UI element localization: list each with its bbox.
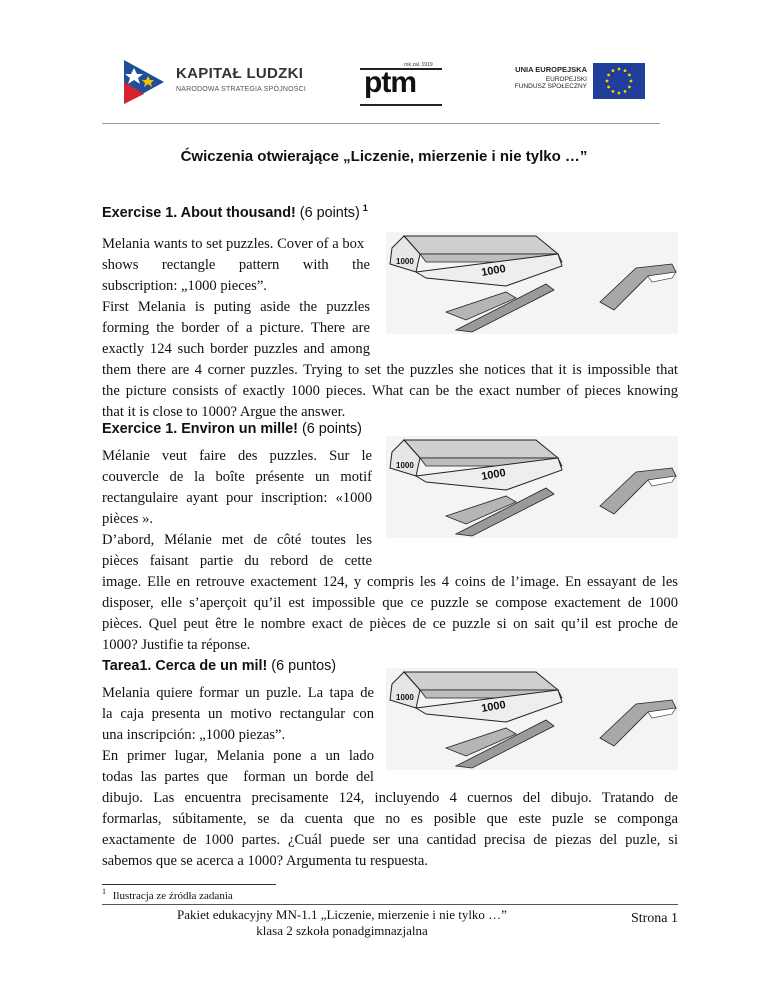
ex3-line: una inscripción: „1000 piezas”. (102, 727, 286, 743)
ex3-line: Melania quiere formar un puzle. La tapa de (102, 685, 374, 701)
ex2-line: D’abord, Mélanie met de côté toutes les (102, 532, 372, 548)
ex2-line: pièces faisant partie du rebord de cette (102, 553, 372, 569)
ex3-line: la caja presenta un motivo rectangular con (102, 706, 374, 722)
exercise-2-heading-points: (6 points) (297, 421, 362, 437)
ex3-line: En primer lugar, Melania pone a un lado (102, 748, 374, 764)
exercise-1-heading-bold: Exercise 1. About thousand! (102, 204, 296, 221)
exercise-1-heading-points: (6 points) (295, 204, 360, 221)
ex1-line: subscription: „1000 pieces”. (102, 278, 267, 294)
ex1-line: exactly 124 such border puzzles and among (102, 341, 370, 357)
ex1-line: forming the border of a picture. There are (102, 320, 370, 336)
ex2-line: disposer, elle s’aperçoit qu’il est impossible que ce puzzle se compose exactement de 1000 (102, 595, 678, 611)
ex3-line: exactamente de 1000 partes. ¿Cuál puede ser una cantidad precisa de piezas del puzle, si (102, 832, 678, 848)
box-label-large: 1000 (480, 262, 507, 279)
kapital-ludzki-logo (120, 52, 335, 112)
ex1-line: shows rectangle pattern with the (102, 257, 370, 273)
exercise-3-heading (102, 658, 336, 674)
ex3-line: dibujo. Las encuentra precisamente 124, incluyendo 4 cuernos del dibujo. Tratando de (102, 790, 678, 806)
ex2-line: Mélanie veut faire des puzzles. Sur le (102, 448, 372, 464)
ex1-line: the picture consists of exactly 1000 pieces. What can be the exact number of pieces knowing (102, 383, 678, 399)
exercise-2-heading-bold: Exercice 1. Environ un mille! (102, 421, 298, 437)
ex3-line: todas las partes que forman un borde del (102, 769, 374, 785)
ex1-line: Melania wants to set puzzles. Cover of a box (102, 236, 365, 252)
exercise-1-heading (102, 203, 368, 221)
ptm-logo (360, 62, 442, 102)
footnote-ref: 1 (362, 203, 368, 213)
footer-line1: Pakiet edukacyjny MN-1.1 „Liczenie, mierzenie i nie tylko …” (177, 907, 507, 922)
ex2-line: image. Elle en retrouve exactement 124, y compris les 4 coins de l’image. En essayant de les (102, 574, 678, 590)
exercise-2-body (102, 446, 678, 656)
ex2-line: couvercle de la boîte présente un motif (102, 469, 372, 485)
ex3-line: formarlas, súbitamente, se da cuenta que no es posible que este puzle se componga (102, 811, 678, 827)
ex2-line: pièces. Quel peut être le nombre exact de pièces de ce puzzle si on sait qu’il est proche de (102, 616, 678, 632)
box-label-small: 1000 (396, 257, 414, 266)
header-rule (102, 123, 660, 124)
ptm-logo-text: ptm (364, 66, 416, 99)
kapital-ludzki-subtitle: NARODOWA STRATEGIA SPÓJNOŚCI (176, 86, 307, 93)
kapital-ludzki-emblem (120, 54, 168, 110)
footnote (102, 887, 233, 902)
ex3-line: sabemos que se acerca a 1000? Argumenta tu respuesta. (102, 853, 428, 869)
ex1-line: them there are 4 corner puzzles. Trying to set the puzzles she notices that it is impossible that (102, 362, 678, 378)
box-label-large: 1000 (480, 466, 507, 483)
box-label-small: 1000 (396, 693, 414, 702)
ex1-line: that it is close to 1000? Argue the answer. (102, 404, 346, 420)
footer-line2: klasa 2 szkoła ponadgimnazjalna (256, 923, 428, 938)
eu-logo (505, 63, 645, 99)
exercise-3-heading-points: (6 puntos) (267, 658, 337, 674)
footer-center (102, 907, 582, 939)
box-label-large: 1000 (480, 698, 507, 715)
exercise-3-heading-bold: Tarea1. Cerca de un mil! (102, 658, 268, 674)
exercise-1-body (102, 234, 678, 423)
exercise-3-body (102, 683, 678, 872)
ex2-line: rectangulaire ayant pour inscription: «1000 (102, 490, 372, 506)
footer-rule (102, 904, 678, 905)
eu-line1: UNIA EUROPEJSKA (515, 65, 587, 74)
ptm-logo-small: rok zał. 1919 (404, 62, 433, 68)
eu-line3: FUNDUSZ SPOŁECZNY (514, 83, 587, 90)
eu-line2: EUROPEJSKI (545, 76, 587, 83)
footnote-number: 1 (102, 887, 106, 896)
ex2-line: 1000? Justifie ta réponse. (102, 637, 251, 653)
page-number: Strona 1 (630, 911, 678, 926)
ex1-line: First Melania is puting aside the puzzles (102, 299, 370, 315)
eu-flag-icon (593, 63, 645, 99)
page-title: Ćwiczenia otwierające „Liczenie, mierzenie i nie tylko …” (180, 148, 588, 165)
box-label-small: 1000 (396, 461, 414, 470)
ex2-line: pièces ». (102, 511, 154, 527)
footnote-rule (102, 884, 276, 885)
exercise-2-heading (102, 421, 362, 437)
footnote-text: Ilustracja ze źródła zadania (112, 889, 233, 902)
kapital-ludzki-title: KAPITAŁ LUDZKI (176, 65, 304, 82)
